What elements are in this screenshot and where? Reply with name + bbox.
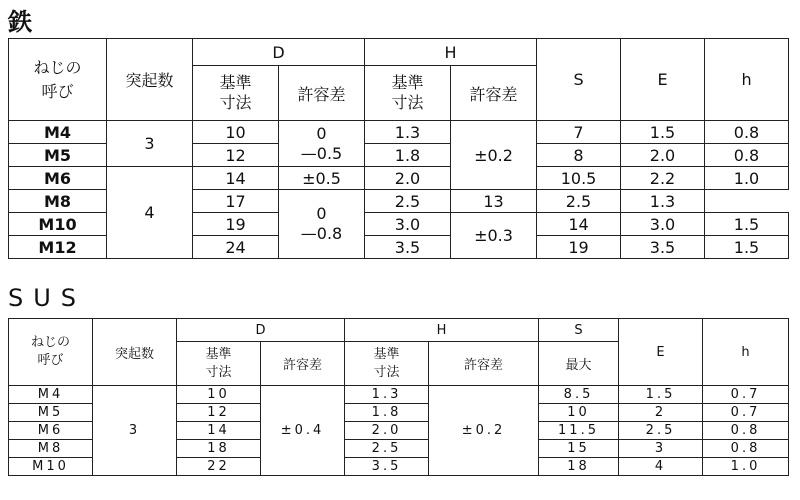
h-small-value: 0.7 (703, 404, 789, 422)
header-s: S (539, 319, 619, 342)
e-value: 2.5 (619, 422, 703, 440)
e-value: 3 (619, 440, 703, 458)
header-bump-count: 突起数 (93, 319, 177, 386)
header-h-standard: 基準 寸法 (365, 66, 451, 121)
s-value: 13 (451, 190, 537, 213)
e-value: 4 (619, 458, 703, 476)
header-h-small: h (705, 39, 789, 121)
h-value: 3.5 (345, 458, 429, 476)
h-tolerance: ±0.2 (451, 121, 537, 190)
d-tolerance: 0 —0.8 (279, 190, 365, 259)
table-row (9, 167, 789, 190)
thread-size: M6 (9, 422, 93, 440)
thread-size: M4 (9, 121, 107, 144)
header-h-tolerance: 許容差 (451, 66, 537, 121)
thread-size: M10 (9, 213, 107, 236)
h-small-value: 0.8 (705, 121, 789, 144)
h-small-value: 1.5 (705, 236, 789, 259)
h-value: 2.5 (345, 440, 429, 458)
e-value: 2.0 (621, 144, 705, 167)
s-value: 10 (539, 404, 619, 422)
h-value: 2.0 (365, 167, 451, 190)
s-value: 18 (539, 458, 619, 476)
h-small-value: 1.0 (705, 167, 789, 190)
header-d: D (177, 319, 345, 342)
e-value: 3.0 (621, 213, 705, 236)
d-value: 10 (177, 386, 261, 404)
h-value: 1.8 (365, 144, 451, 167)
header-h-tolerance: 許容差 (429, 342, 539, 386)
h-small-value: 0.8 (703, 440, 789, 458)
s-value: 19 (537, 236, 621, 259)
d-value: 24 (193, 236, 279, 259)
bump-count: 3 (107, 121, 193, 167)
header-bump-count: 突起数 (107, 39, 193, 121)
header-d-tolerance: 許容差 (261, 342, 345, 386)
h-value: 1.3 (365, 121, 451, 144)
header-thread-size: ねじの 呼び (9, 319, 93, 386)
thread-size: M4 (9, 386, 93, 404)
d-value: 14 (193, 167, 279, 190)
h-tolerance: ±0.2 (429, 386, 539, 476)
header-d-tolerance: 許容差 (279, 66, 365, 121)
e-value: 1.5 (621, 121, 705, 144)
thread-size: M10 (9, 458, 93, 476)
h-small-value: 1.5 (705, 213, 789, 236)
e-value: 2.2 (621, 167, 705, 190)
h-value: 3.5 (365, 236, 451, 259)
d-value: 17 (193, 190, 279, 213)
thread-size: M5 (9, 144, 107, 167)
s-value: 7 (537, 121, 621, 144)
h-small-value: 1.0 (703, 458, 789, 476)
header-h: H (345, 319, 539, 342)
d-value: 12 (177, 404, 261, 422)
bump-count: 3 (93, 386, 177, 476)
e-value: 2 (619, 404, 703, 422)
d-tolerance: ±0.5 (279, 167, 365, 190)
thread-size: M12 (9, 236, 107, 259)
bump-count: 4 (107, 167, 193, 259)
header-e: E (619, 319, 703, 386)
header-h-standard: 基準 寸法 (345, 342, 429, 386)
h-value: 3.0 (365, 213, 451, 236)
header-thread-size: ねじの 呼び (9, 39, 107, 121)
iron-section-title: 鉄 (8, 8, 32, 36)
header-e: E (621, 39, 705, 121)
header-h-small: h (703, 319, 789, 386)
d-tolerance: ±0.4 (261, 386, 345, 476)
header-d-standard: 基準 寸法 (177, 342, 261, 386)
d-value: 10 (193, 121, 279, 144)
e-value: 2.5 (537, 190, 621, 213)
h-tolerance: ±0.3 (451, 213, 537, 259)
header-s-max: 最大 (539, 342, 619, 386)
thread-size: M8 (9, 440, 93, 458)
s-value: 8 (537, 144, 621, 167)
d-value: 19 (193, 213, 279, 236)
iron-spec-table (8, 38, 789, 259)
s-value: 11.5 (539, 422, 619, 440)
header-h: H (365, 39, 537, 66)
sus-section-title: SUS (8, 284, 87, 312)
d-value: 12 (193, 144, 279, 167)
h-small-value: 0.8 (705, 144, 789, 167)
d-value: 22 (177, 458, 261, 476)
s-value: 14 (537, 213, 621, 236)
s-value: 8.5 (539, 386, 619, 404)
header-d-standard: 基準 寸法 (193, 66, 279, 121)
thread-size: M8 (9, 190, 107, 213)
table-row (9, 386, 789, 404)
s-value: 10.5 (537, 167, 621, 190)
d-tolerance: 0 —0.5 (279, 121, 365, 167)
h-small-value: 0.8 (703, 422, 789, 440)
s-value: 15 (539, 440, 619, 458)
d-value: 14 (177, 422, 261, 440)
thread-size: M5 (9, 404, 93, 422)
h-value: 1.3 (345, 386, 429, 404)
h-small-value: 0.7 (703, 386, 789, 404)
sus-spec-table (8, 318, 789, 476)
h-small-value: 1.3 (621, 190, 705, 213)
h-value: 1.8 (345, 404, 429, 422)
e-value: 1.5 (619, 386, 703, 404)
thread-size: M6 (9, 167, 107, 190)
h-value: 2.5 (365, 190, 451, 213)
header-s: S (537, 39, 621, 121)
e-value: 3.5 (621, 236, 705, 259)
h-value: 2.0 (345, 422, 429, 440)
d-value: 18 (177, 440, 261, 458)
header-d: D (193, 39, 365, 66)
table-row (9, 121, 789, 144)
